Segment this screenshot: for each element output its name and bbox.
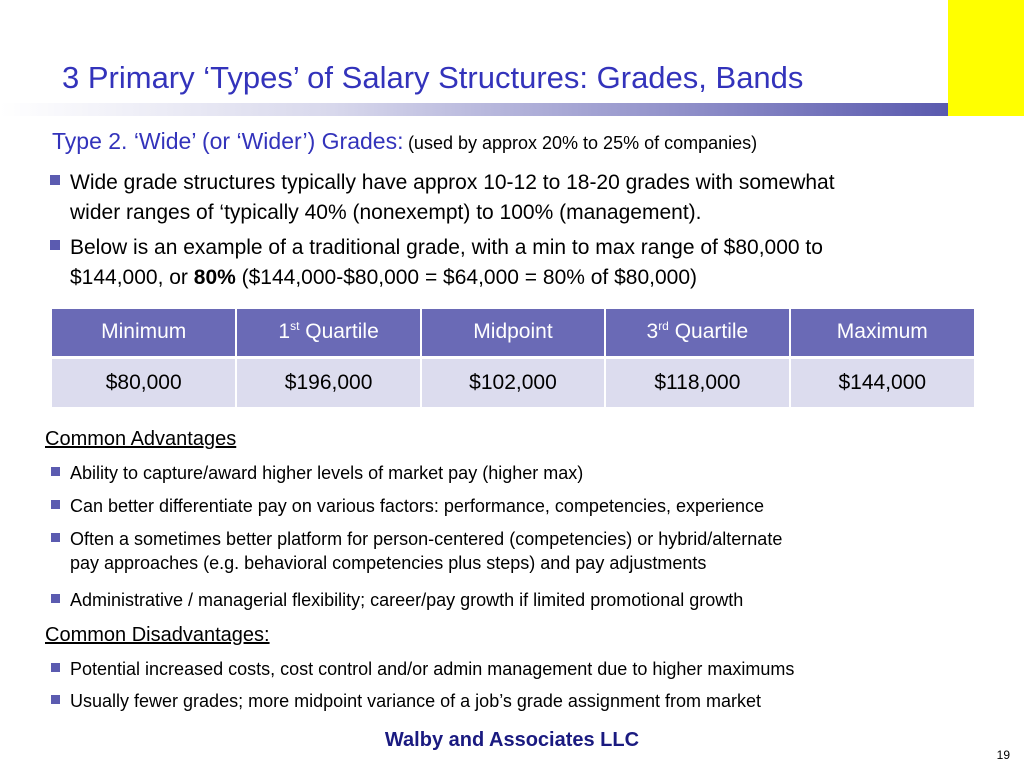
list-item-text: Often a sometimes better platform for person-centered (competencies) or hybrid/alternate — [70, 529, 783, 549]
cell-minimum: $80,000 — [52, 357, 236, 407]
title-underline-rule — [0, 103, 948, 116]
list-item — [70, 527, 782, 575]
square-bullet-icon — [50, 175, 60, 185]
cell-maximum: $144,000 — [790, 357, 974, 407]
header-maximum: Maximum — [790, 309, 974, 357]
footer-company-name: Walby and Associates LLC — [384, 729, 640, 751]
list-item — [70, 588, 743, 612]
table-row — [52, 357, 974, 407]
bullet-item — [70, 168, 835, 228]
square-bullet-icon — [51, 533, 60, 542]
square-bullet-icon — [50, 240, 60, 250]
bullet-line: Wide grade structures typically have approx 10-12 to 18-20 grades with somewhat — [70, 171, 835, 194]
yellow-accent-box — [948, 0, 1024, 116]
slide-title: 3 Primary ‘Types’ of Salary Structures: Grades, Bands — [62, 60, 804, 95]
cell-third-quartile: $118,000 — [605, 357, 789, 407]
bullet-line — [70, 263, 823, 293]
list-item — [70, 494, 764, 518]
list-item — [70, 461, 583, 485]
list-item — [70, 689, 761, 713]
grade-range-table — [52, 309, 974, 407]
bold-percent: 80% — [193, 266, 236, 289]
bullet-line: wider ranges of ‘typically 40% (nonexempt) to 100% (management). — [70, 201, 702, 224]
header-third-quartile: 3rd Quartile — [605, 309, 789, 357]
subtitle-note: (used by approx 20% to 25% of companies) — [407, 133, 758, 153]
list-item-text: Administrative / managerial flexibility; career/pay growth if limited promotional growth — [70, 590, 744, 610]
square-bullet-icon — [51, 500, 60, 509]
subtitle — [52, 128, 757, 155]
page-number: 19 — [996, 748, 1010, 762]
square-bullet-icon — [51, 467, 60, 476]
list-item-text: Ability to capture/award higher levels of market pay (higher max) — [70, 463, 584, 483]
bullet-item — [70, 233, 823, 293]
bullet-line: Below is an example of a traditional grade, with a min to max range of $80,000 to — [70, 236, 823, 259]
table-header-row — [52, 309, 974, 357]
header-minimum: Minimum — [52, 309, 236, 357]
list-item — [70, 657, 794, 681]
square-bullet-icon — [51, 695, 60, 704]
square-bullet-icon — [51, 594, 60, 603]
disadvantages-heading: Common Disadvantages: — [45, 624, 270, 646]
header-first-quartile: 1st Quartile — [236, 309, 420, 357]
cell-midpoint: $102,000 — [421, 357, 605, 407]
list-item-text: pay approaches (e.g. behavioral competencies plus steps) and pay adjustments — [70, 553, 707, 573]
bullet-text: ($144,000-$80,000 = $64,000 = 80% of $80,000) — [235, 266, 698, 289]
square-bullet-icon — [51, 663, 60, 672]
advantages-heading: Common Advantages — [45, 428, 237, 450]
header-midpoint: Midpoint — [421, 309, 605, 357]
list-item-text: Usually fewer grades; more midpoint variance of a job’s grade assignment from market — [70, 691, 761, 711]
list-item-text: Potential increased costs, cost control and/or admin management due to higher maximums — [70, 659, 795, 679]
bullet-text: $144,000, or — [70, 266, 194, 289]
list-item-text: Can better differentiate pay on various factors: performance, competencies, experience — [70, 496, 765, 516]
cell-first-quartile: $196,000 — [236, 357, 420, 407]
subtitle-main: Type 2. ‘Wide’ (or ‘Wider’) Grades: — [52, 128, 404, 154]
